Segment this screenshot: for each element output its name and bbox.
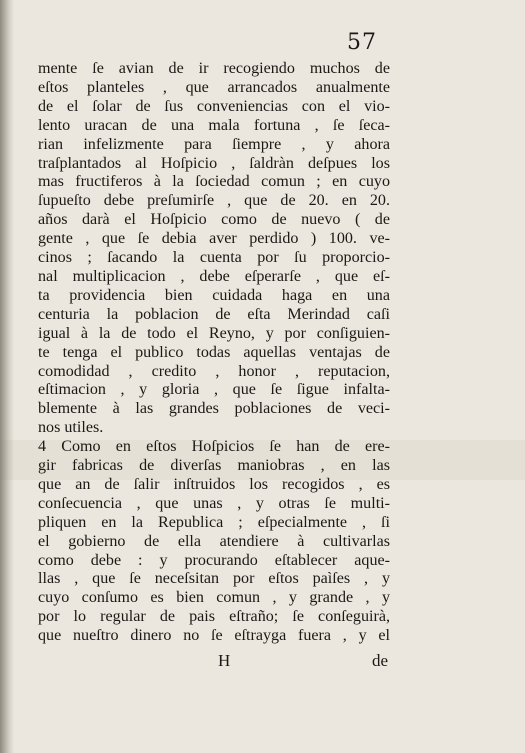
text-line: ta providencia bien cuidada haga en una — [38, 286, 390, 304]
text-line: lento uracan de una mala fortuna , ſe ſeca- — [38, 116, 390, 134]
text-line: cuyo conſumo es bien comun , y grande , y — [38, 589, 390, 607]
text-line: cinos ; ſacando la cuenta por ſu proporcio- — [38, 249, 390, 267]
text-line: el gobierno de ella atendiere à cultivarlas — [38, 532, 390, 550]
text-line: gente , que ſe debia aver perdido ) 100. ve- — [38, 230, 390, 248]
text-line: gir fabricas de diverſas maniobras , en las — [38, 457, 390, 475]
text-line: 4 Como en eſtos Hoſpicios ſe han de ere- — [38, 438, 390, 456]
signature-mark: H — [218, 651, 231, 670]
text-line: nos utiles. — [38, 419, 104, 437]
text-line: mas fructiferos à la ſociedad comun ; en cuyo — [38, 173, 390, 191]
text-line: como debe : y procurando eſtablecer aque- — [38, 551, 390, 569]
text-line: eſtimacion , y gloria , que ſe ſigue infalta- — [38, 381, 390, 399]
text-line: que an de ſalir inſtruidos los recogidos , es — [38, 475, 390, 493]
text-line: años darà el Hoſpicio como de nuevo ( de — [38, 211, 390, 229]
text-line: traſplantados al Hoſpicio , ſaldràn deſpues los — [38, 154, 390, 172]
page-number: 57 — [347, 30, 377, 55]
text-line: eſtos planteles , que arrancados anualmente — [38, 78, 390, 96]
text-line: blemente à las grandes poblaciones de veci- — [38, 400, 390, 418]
text-line: comodidad , credito , honor , reputacion, — [38, 362, 390, 380]
text-line: ſupueſto debe preſumirſe , que de 20. en 20. — [38, 192, 390, 210]
body-text — [38, 60, 390, 646]
text-line: rian infelizmente para ſiempre , y ahora — [38, 135, 390, 153]
catchword: de — [371, 651, 388, 670]
text-line: por lo regular de pais eſtraño; ſe conſeguirà, — [38, 608, 390, 626]
text-line: llas , que ſe neceſsitan por eſtos paìſes , y — [38, 570, 390, 588]
text-line: igual à la de todo el Reyno, y por conſiguien- — [38, 324, 390, 342]
text-line: te tenga el publico todas aquellas ventajas de — [38, 343, 390, 361]
text-line: centuria la poblacion de eſta Merindad caſi — [38, 305, 390, 323]
text-line: pliquen en la Republica ; eſpecialmente , ſi — [38, 513, 390, 531]
page-footer — [38, 651, 390, 673]
text-line: conſecuencia , que unas , y otras ſe multi- — [38, 494, 390, 512]
text-line: de el ſolar de ſus conveniencias con el vio- — [38, 97, 390, 115]
text-line: nal multiplicacion , debe eſperarſe , que eſ- — [38, 267, 390, 285]
page-gutter-shadow — [0, 0, 14, 753]
text-line: que nueſtro dinero no ſe eſtrayga fuera , y el — [38, 627, 390, 645]
text-line: mente ſe avian de ir recogiendo muchos de — [38, 60, 390, 77]
